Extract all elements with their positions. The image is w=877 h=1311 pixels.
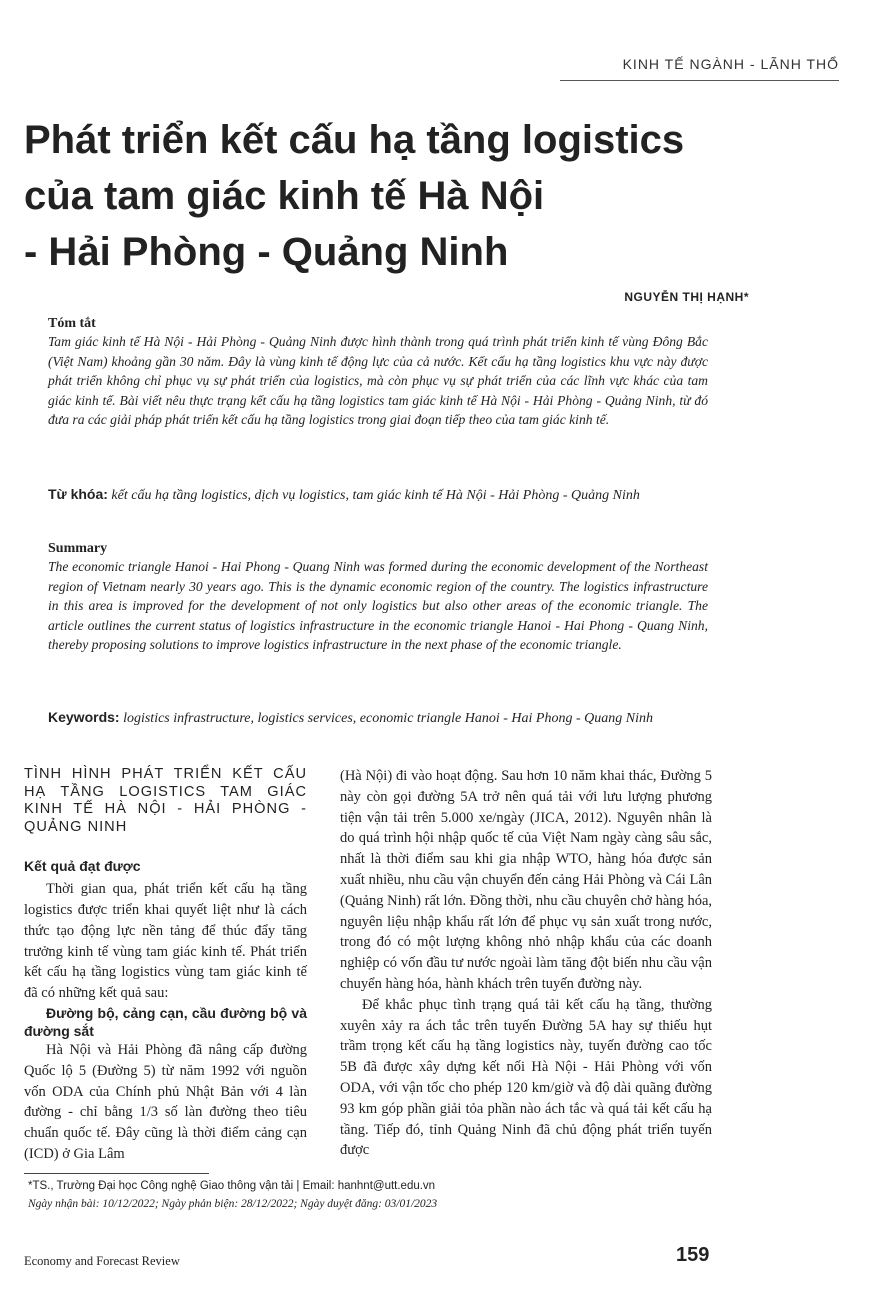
subheading-results: Kết quả đạt được <box>24 858 141 875</box>
journal-name: Economy and Forecast Review <box>24 1254 180 1268</box>
body-paragraph-1: Thời gian qua, phát triển kết cấu hạ tầng logistics được triển khai quyết liệt như là cách thức tạo động lực nền tảng để thúc đẩy tăng trưởng kinh tế vùng tam giác kinh tế. Phát triển kết cấu hạ tầng logistics vùng tam giác kinh tế đã có những kết quả sau: <box>24 881 307 1002</box>
abstract-en-block <box>48 541 708 655</box>
keywords-en-label: Keywords: <box>48 709 120 725</box>
abstract-vi-label: Tóm tắt <box>48 316 96 331</box>
keywords-en <box>48 708 708 729</box>
title-line-2: của tam giác kinh tế Hà Nội <box>24 174 545 218</box>
section-heading: TÌNH HÌNH PHÁT TRIỂN KẾT CẤU HẠ TẦNG LOGISTICS TAM GIÁC KINH TẾ HÀ NỘI - HẢI PHÒNG - QUẢNG NINH <box>24 766 307 835</box>
author-name: NGUYỄN THỊ HẠNH* <box>624 290 749 304</box>
section-header: KINH TẾ NGÀNH - LÃNH THỔ <box>622 56 839 72</box>
abstract-en-label: Summary <box>48 541 108 556</box>
header-rule <box>560 80 839 81</box>
abstract-vi-block <box>48 316 708 430</box>
abstract-en-text: The economic triangle Hanoi - Hai Phong - Quang Ninh was formed during the economic development of the Northeast region of Vietnam nearly 30 years ago. This is the dynamic economic region of the country. The logistics infrastructure in this area is improved for the development of not only logistics but also other areas of the economic triangle. The article outlines the current status of logistics infrastructure in the economic triangle Hanoi - Hai Phong - Quang Ninh, thereby proposing solutions to improve logistics infrastructure in the next phase of the economic triangle. <box>48 559 708 653</box>
keywords-en-text: logistics infrastructure, logistics services, economic triangle Hanoi - Hai Phong - Quang Ninh <box>123 711 653 726</box>
keywords-vi-label: Từ khóa: <box>48 486 108 502</box>
body-paragraph-2: Hà Nội và Hải Phòng đã nâng cấp đường Quốc lộ 5 (Đường 5) từ năm 1992 với nguồn vốn ODA của Chính phủ Nhật Bản với 4 làn đường - chỉ bằng 1/3 số làn đường theo tiêu chuẩn quốc tế. Đây cũng là thời điểm cảng cạn (ICD) ở Gia Lâm <box>24 1041 307 1162</box>
page-number: 159 <box>676 1244 710 1266</box>
footnote-affiliation: *TS., Trường Đại học Công nghệ Giao thông vận tải | Email: hanhnt@utt.edu.vn <box>28 1180 436 1192</box>
body-column-left <box>24 766 307 1165</box>
keywords-vi <box>48 485 708 506</box>
article-title <box>24 112 764 280</box>
title-line-3: - Hải Phòng - Quảng Ninh <box>24 230 509 274</box>
footnote-rule <box>24 1173 209 1174</box>
body-paragraph-4: Để khắc phục tình trạng quá tải kết cấu hạ tầng, thường xuyên xảy ra ách tắc trên tuyến Đường 5A hay sự thiếu hụt trầm trọng kết cấu hạ tầng logistics này, tuyến đường cao tốc 5B đã được xây dựng kết nối Hà Nội - Hải Phòng với vốn ODA, với vận tốc cho phép 120 km/giờ và độ dài quãng đường 93 km góp phần giải tỏa phần nào ách tắc và quá tải kết cấu hạ tầng. Tiếp đó, tỉnh Quảng Ninh đã chủ động phát triển tuyến được <box>340 996 712 1159</box>
abstract-vi-text: Tam giác kinh tế Hà Nội - Hải Phòng - Quảng Ninh được hình thành trong quá trình phát triển kinh tế vùng Đông Bắc (Việt Nam) khoảng gần 30 năm. Đây là vùng kinh tế động lực của cả nước. Kết cấu hạ tầng logistics khu vực này được phát triển không chỉ phục vụ sự phát triển của logistics, mà còn phục vụ sự phát triển của các lĩnh vực khác của tam giác kinh tế. Bài viết nêu thực trạng kết cấu hạ tầng logistics tam giác kinh tế Hà Nội - Hải Phòng - Quảng Ninh, từ đó đưa ra các giải pháp phát triển kết cấu hạ tầng logistics trong giai đoạn tiếp theo của tam giác kinh tế. <box>48 334 708 428</box>
body-column-right <box>340 766 712 1161</box>
subsubheading-roads: Đường bộ, cảng cạn, cầu đường bộ và đường sắt <box>24 1004 307 1039</box>
footnote-dates: Ngày nhận bài: 10/12/2022; Ngày phản biện: 28/12/2022; Ngày duyệt đăng: 03/01/2023 <box>28 1198 438 1210</box>
title-line-1: Phát triển kết cấu hạ tầng logistics <box>24 118 685 162</box>
keywords-vi-text: kết cấu hạ tầng logistics, dịch vụ logistics, tam giác kinh tế Hà Nội - Hải Phòng - Quảng Ninh <box>111 488 640 503</box>
body-paragraph-3: (Hà Nội) đi vào hoạt động. Sau hơn 10 năm khai thác, Đường 5 này còn gọi đường 5A trở nên quá tải với lưu lượng phương tiện vận tải trên 5.000 xe/ngày (JICA, 2012). Nguyên nhân là do quá trình hội nhập quốc tế của Việt Nam ngày càng sâu sắc, nhất là thời điểm sau khi gia nhập WTO, hàng hóa được sản xuất nhiều, nhu cầu vận chuyển đến cảng Hải Phòng và Cái Lân (Quảng Ninh) rất lớn. Đồng thời, nhu cầu chuyên chở hàng hóa, nguyên liệu nhập khẩu rất lớn để phục vụ sản xuất trong nước, trong đó có một lượng không nhỏ nhập khẩu của các doanh nghiệp có vốn đầu tư nước ngoài làm tăng đột biến nhu cầu vận chuyển hàng hóa, hành khách trên tuyến đường này. <box>340 768 712 992</box>
